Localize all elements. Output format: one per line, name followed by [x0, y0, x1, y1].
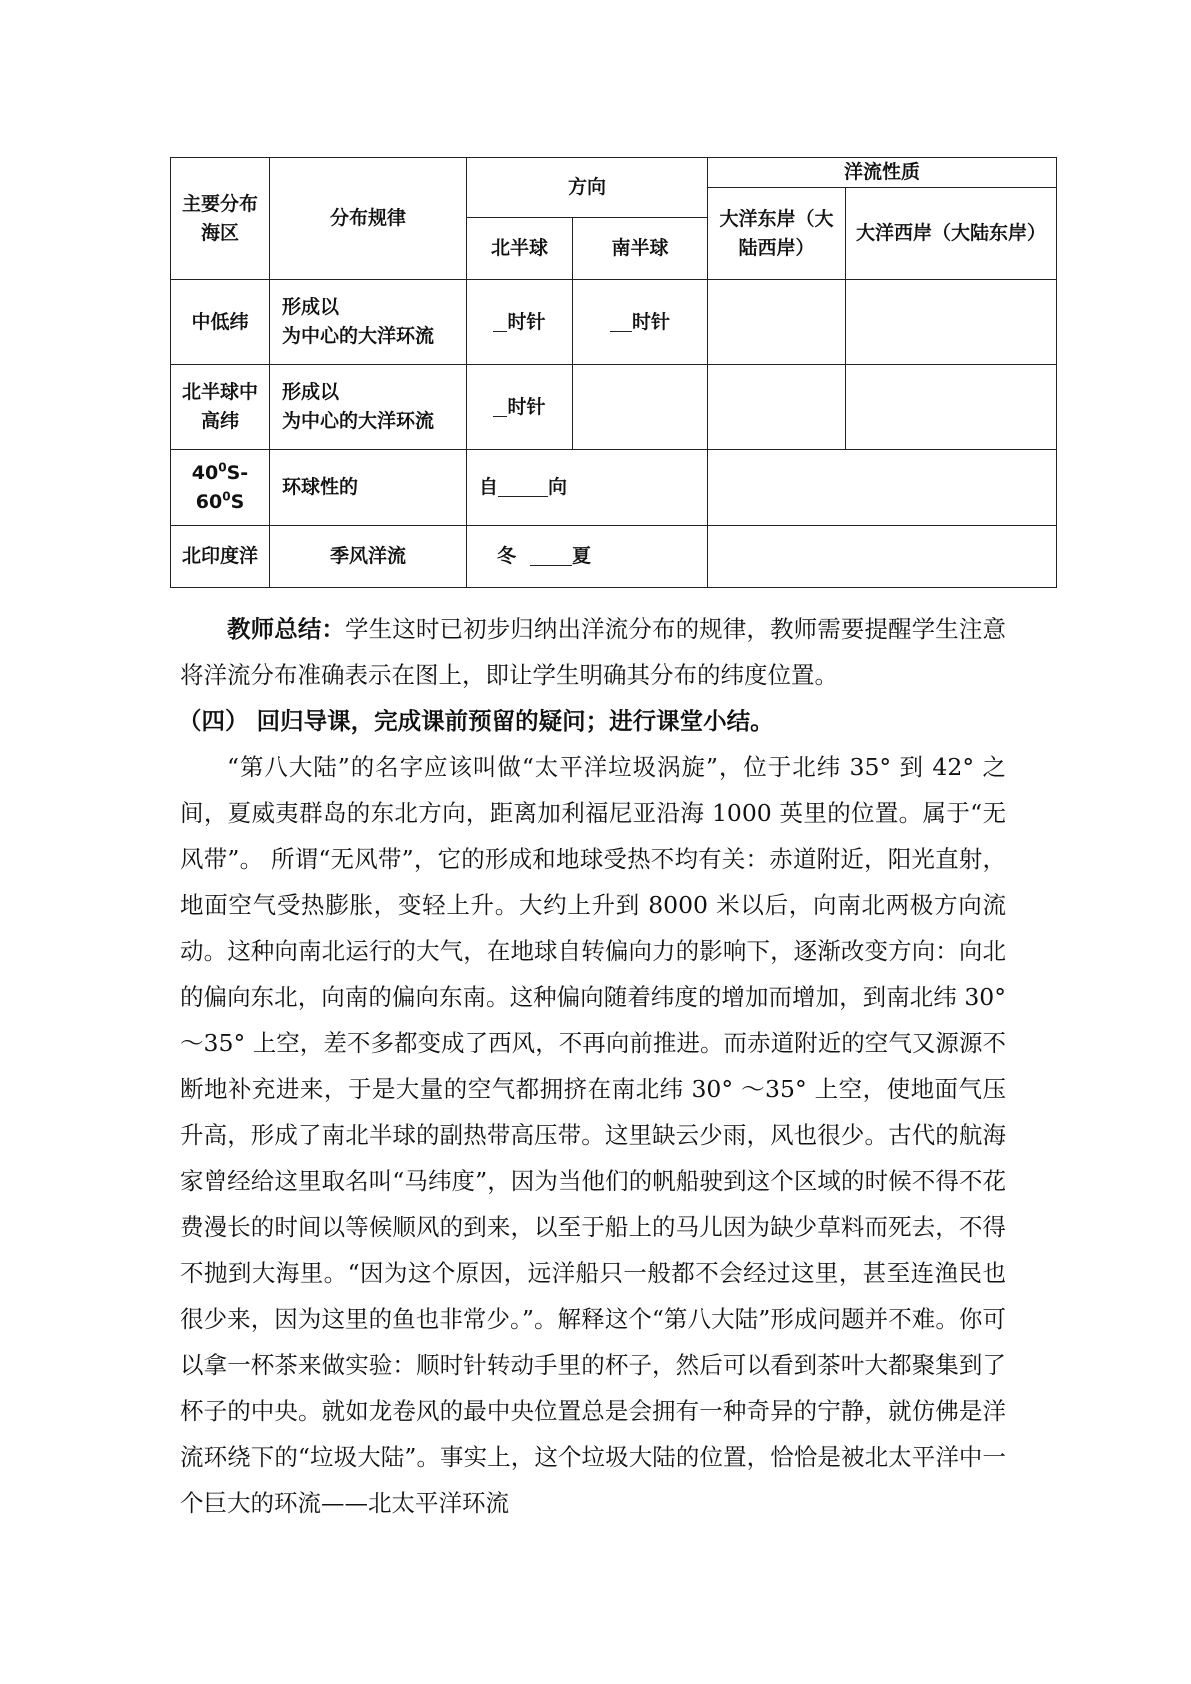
row1-area: 中低纬 [171, 280, 270, 365]
teacher-summary [180, 606, 1006, 698]
summary-text: 学生这时已初步归纳出洋流分布的规律，教师需要提醒学生注意将洋流分布准确表示在图上，即让学生明确其分布的纬度位置。 [180, 615, 1006, 689]
answer-blank[interactable] [610, 309, 632, 332]
row3-nature [708, 450, 1057, 526]
header-west-coast: 大洋西岸（大陆东岸） [846, 188, 1057, 280]
body-text [180, 606, 1006, 1526]
answer-blank[interactable] [493, 309, 507, 332]
row2-west [846, 365, 1057, 450]
section-heading: （四） 回归导课，完成课前预留的疑问；进行课堂小结。 [178, 707, 774, 735]
row4-area: 北印度洋 [171, 526, 270, 588]
answer-blank[interactable] [530, 543, 572, 566]
table-row [171, 450, 1057, 526]
row4-rule: 季风洋流 [270, 526, 467, 588]
answer-blank[interactable] [493, 394, 507, 417]
row4-direction: 冬 夏 [467, 526, 708, 588]
row1-east [708, 280, 846, 365]
header-south: 南半球 [573, 218, 708, 280]
table-row [171, 365, 1057, 450]
row1-south: 时针 [573, 280, 708, 365]
row1-west [846, 280, 1057, 365]
row2-area: 北半球中 高纬 [171, 365, 270, 450]
header-north: 北半球 [467, 218, 573, 280]
summary-label: 教师总结： [227, 615, 346, 643]
table-row [171, 526, 1057, 588]
row2-south [573, 365, 708, 450]
header-direction: 方向 [467, 158, 708, 218]
answer-blank[interactable] [498, 474, 548, 497]
header-east-coast: 大洋东岸（大陆西岸） [708, 188, 846, 280]
row2-east [708, 365, 846, 450]
table-row [171, 280, 1057, 365]
main-paragraph: “第八大陆”的名字应该叫做“太平洋垃圾涡旋”，位于北纬 35° 到 42° 之间，夏威夷群岛的东北方向，距离加利福尼亚沿海 1000 英里的位置。属于“无风带”。 所谓“无风带”，它的形成和地球受热不均有关：赤道附近，阳光直射，地面空气受热膨胀，变轻上升。大约上升到 8000 米以后，向南北两极方向流动。这种向南北运行的大气，在地球自转偏向力的影响下，逐渐改变方向：向北的偏向东北，向南的偏向东南。这种偏向随着纬度的增加而增加，到南北纬 30° ～35° 上空，差不多都变成了西风，不再向前推进。而赤道附近的空气又源源不断地补充进来，于是大量的空气都拥挤在南北纬 30° ～35° 上空，使地面气压升高，形成了南北半球的副热带高压带。这里缺云少雨，风也很少。古代的航海家曾经给这里取名叫“马纬度”，因为当他们的帆船驶到这个区域的时候不得不花费漫长的时间以等候顺风的到来，以至于船上的马儿因为缺少草料而死去，不得不抛到大海里。“因为这个原因，远洋船只一般都不会经过这里，甚至连渔民也很少来，因为这里的鱼也非常少。”。解释这个“第八大陆”形成问题并不难。你可以拿一杯茶来做实验：顺时针转动手里的杯子，然后可以看到茶叶大都聚集到了杯子的中央。就如龙卷风的最中央位置总是会拥有一种奇异的宁静，就仿佛是洋流环绕下的“垃圾大陆”。事实上，这个垃圾大陆的位置，恰恰是被北太平洋中一个巨大的环流——北太平洋环流 [180, 753, 1006, 1517]
row2-north: 时针 [467, 365, 573, 450]
row3-direction: 自 向 [467, 450, 708, 526]
row1-north: 时针 [467, 280, 573, 365]
header-rule: 分布规律 [270, 158, 467, 280]
row3-rule: 环球性的 [270, 450, 467, 526]
row2-rule: 形成以 为中心的大洋环流 [270, 365, 467, 450]
row1-rule: 形成以 为中心的大洋环流 [270, 280, 467, 365]
header-nature: 洋流性质 [708, 158, 1057, 188]
header-area: 主要分布海区 [171, 158, 270, 280]
row4-nature [708, 526, 1057, 588]
ocean-current-table [170, 157, 1057, 588]
row3-area: $40^0S-$ $60^0S$ [171, 450, 270, 526]
